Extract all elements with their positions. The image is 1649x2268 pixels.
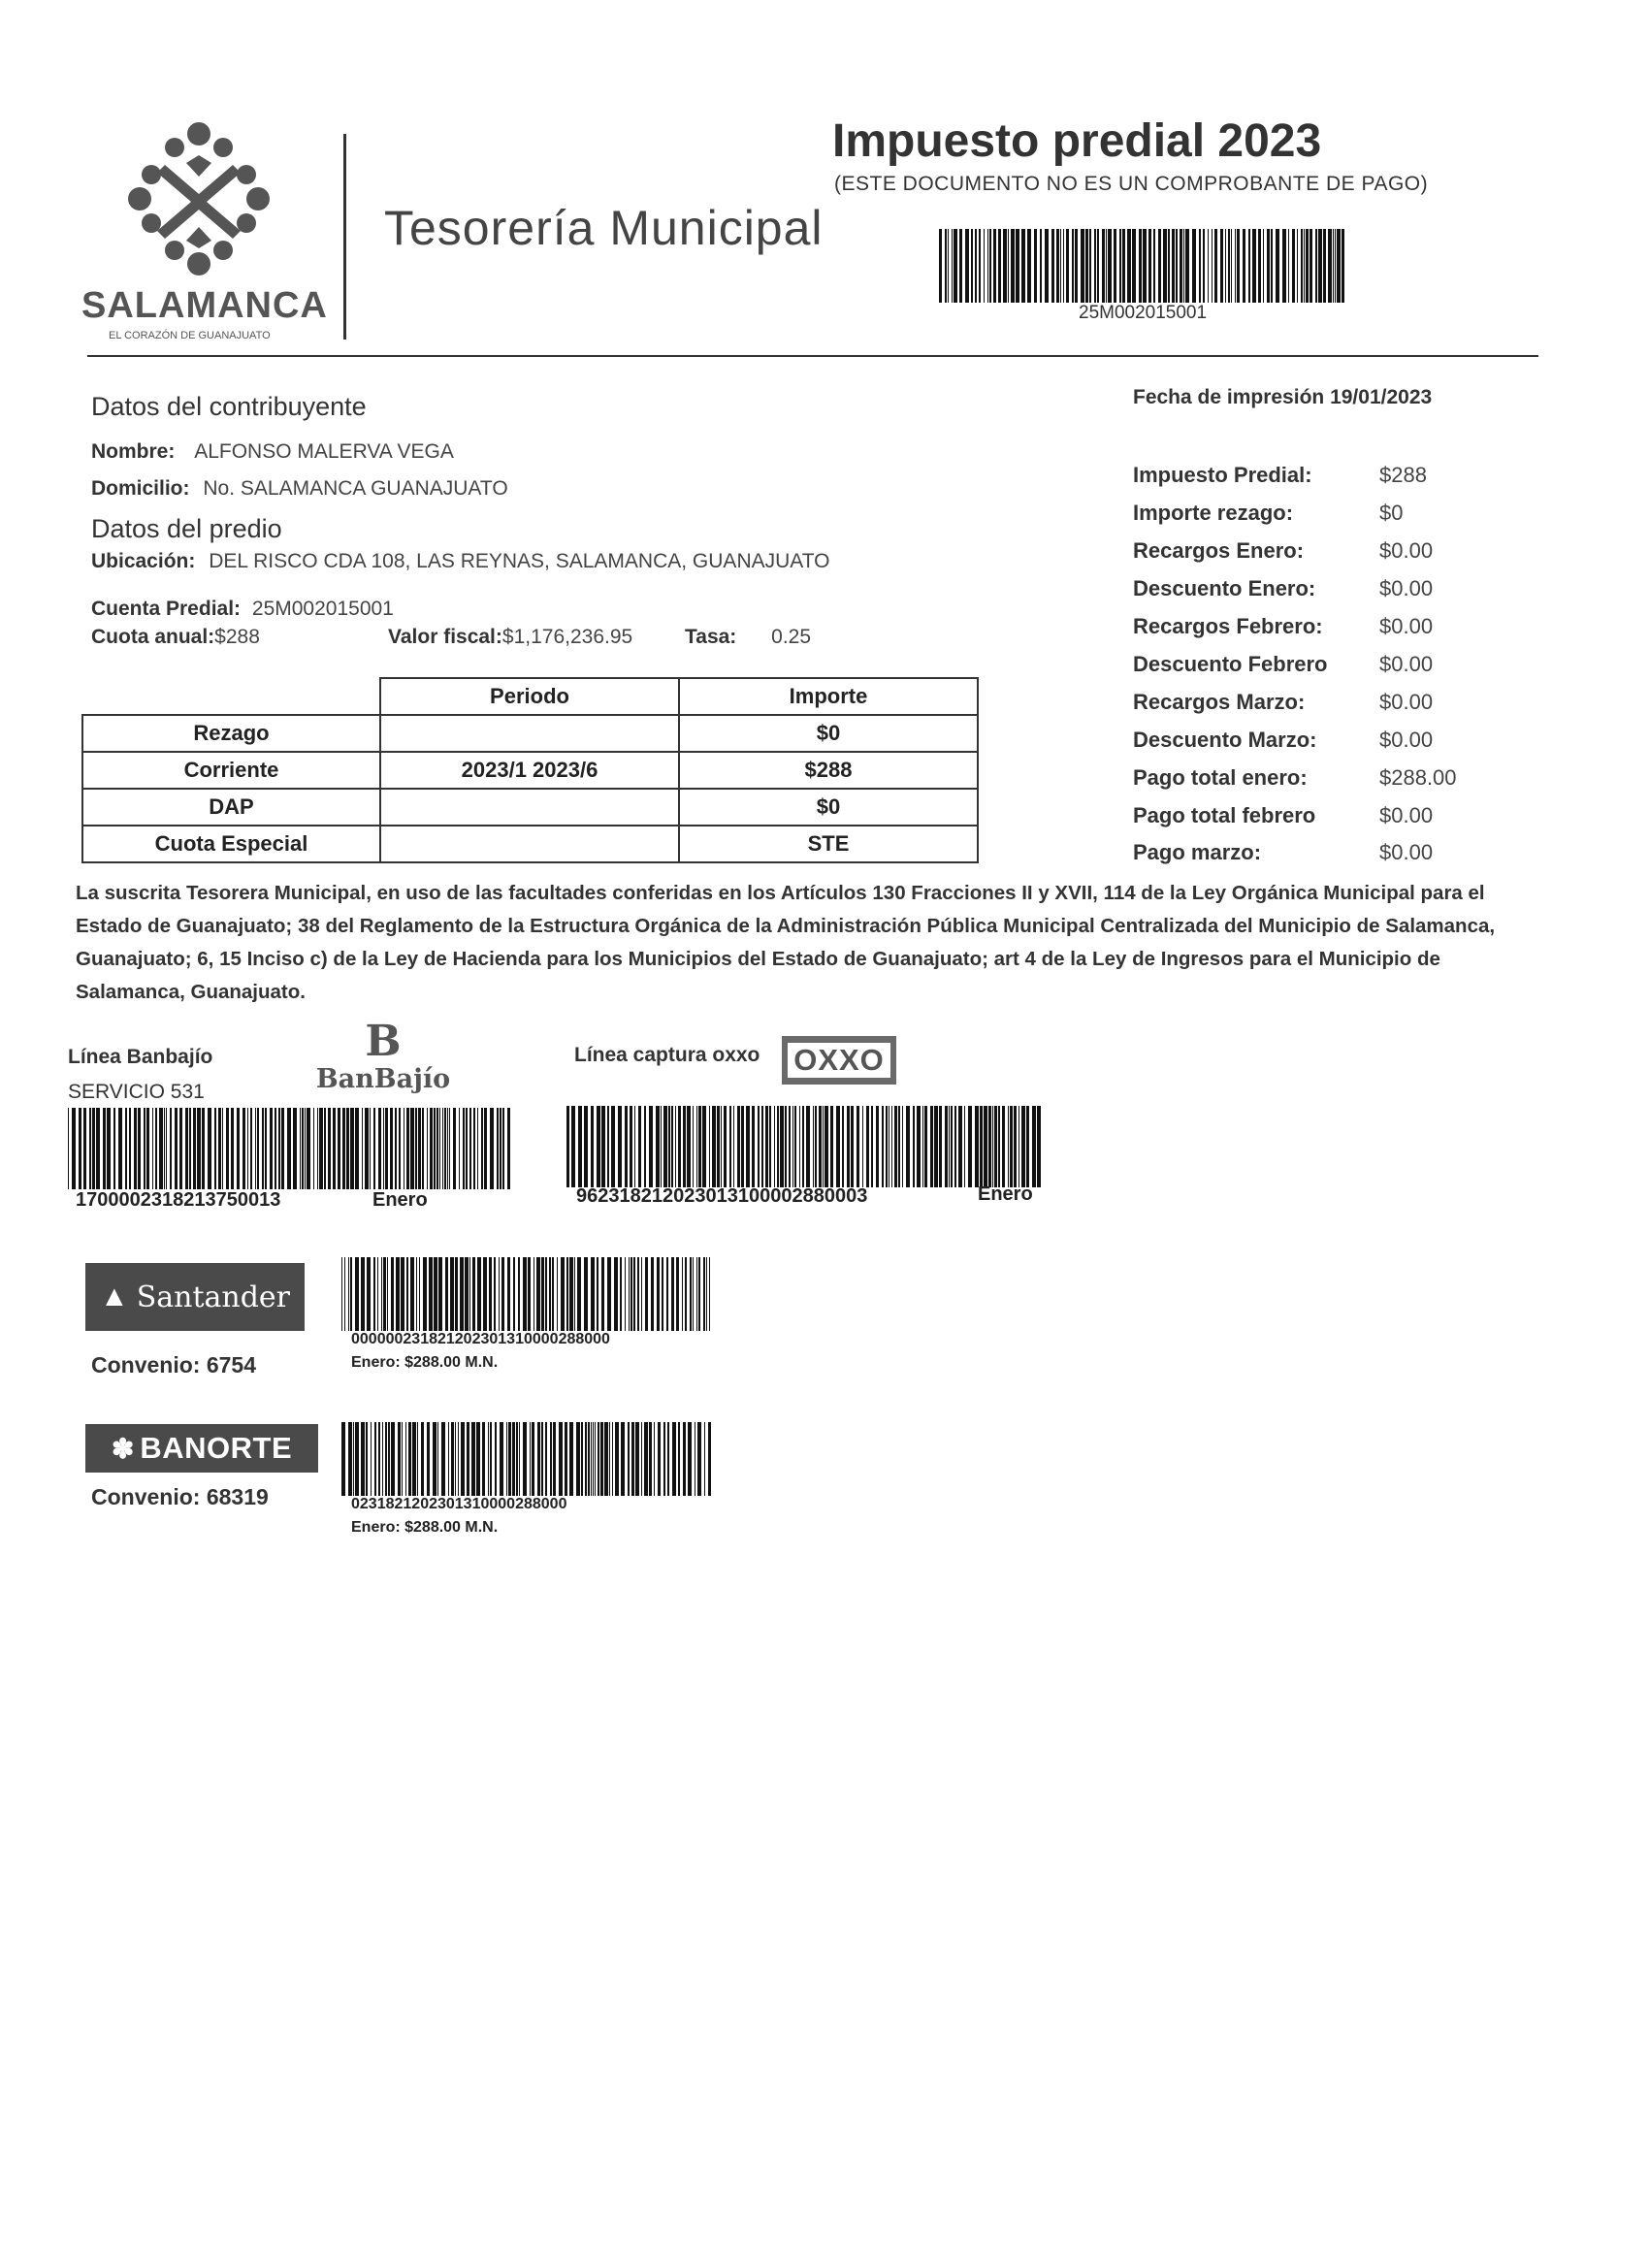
taxpayer-address-row xyxy=(91,477,508,501)
header-divider xyxy=(343,134,346,340)
banbajio-logo-text: BanBajío xyxy=(315,1064,451,1094)
summary-label: Pago total febrero xyxy=(1133,803,1316,827)
summary-label: Pago marzo: xyxy=(1133,840,1262,864)
taxpayer-name-row xyxy=(91,440,454,464)
property-annual-row xyxy=(91,626,260,649)
print-date-label: Fecha de impresión xyxy=(1133,386,1325,408)
summary-value: $288.00 xyxy=(1379,765,1457,790)
print-date-value: 19/01/2023 xyxy=(1330,386,1433,408)
row-amount: $288 xyxy=(679,752,978,789)
row-period xyxy=(380,715,679,752)
banorte-agreement: Convenio: 68319 xyxy=(91,1484,269,1509)
fiscal-value: $1,176,236.95 xyxy=(501,626,633,648)
table-row xyxy=(82,715,978,752)
summary-label: Descuento Enero: xyxy=(1133,576,1316,600)
santander-logo-text: Santander xyxy=(136,1280,291,1314)
property-section-title: Datos del predio xyxy=(91,514,282,543)
row-amount: STE xyxy=(679,826,978,862)
period-table xyxy=(81,677,979,863)
santander-flame-icon: ▲ xyxy=(99,1280,129,1312)
summary-label: Recargos Febrero: xyxy=(1133,614,1323,638)
oxxo-logo xyxy=(782,1036,896,1085)
summary-value: $0.00 xyxy=(1379,840,1434,864)
row-concept: Rezago xyxy=(82,715,380,752)
banbajio-month: Enero xyxy=(372,1189,428,1211)
summary-label: Impuesto Predial: xyxy=(1133,463,1312,487)
property-fiscal-row xyxy=(388,626,632,649)
department-title: Tesorería Municipal xyxy=(384,201,824,255)
santander-logo xyxy=(85,1263,305,1331)
santander-barcode xyxy=(341,1257,716,1331)
annual-label: Cuota anual: xyxy=(91,626,215,648)
header-barcode xyxy=(939,229,1346,303)
table-row xyxy=(82,826,978,862)
banbajio-mark-icon: B xyxy=(365,1017,402,1066)
salamanca-logo xyxy=(116,116,281,281)
table-row xyxy=(82,789,978,826)
oxxo-barcode-text: 962318212023013100002880003 xyxy=(576,1185,868,1207)
oxxo-line-label: Línea captura oxxo xyxy=(574,1044,760,1066)
row-amount: $0 xyxy=(679,789,978,826)
summary-value: $0.00 xyxy=(1379,803,1434,827)
property-account-row xyxy=(91,598,394,621)
summary-label: Descuento Febrero xyxy=(1133,652,1328,676)
property-rate-row xyxy=(685,626,811,649)
summary-value: $0.00 xyxy=(1379,614,1434,638)
legal-text: La suscrita Tesorera Municipal, en uso de las facultades conferidas en los Artículos 130 Fracciones II y XVII, 114 de la Ley Orgánica Municipal para el Estado de Guanajuato; 38 del Reglamento de la Estructura Orgánica de la Administración Pública Municipal Centralizada del Municipio de Salamanca, Guanajuato; 6, 15 Inciso c) de la Ley de Hacienda para los Municipios del Estado de Guanajuato; art 4 de la Ley de Ingresos para el Municipio de Salamanca, Guanajuato. xyxy=(76,882,1496,1003)
salamanca-emblem-icon xyxy=(116,116,281,281)
santander-agreement: Convenio: 6754 xyxy=(91,1352,256,1377)
summary-label: Descuento Marzo: xyxy=(1133,728,1317,752)
oxxo-barcode xyxy=(566,1106,1044,1187)
summary-value: $0.00 xyxy=(1379,538,1434,563)
banbajio-barcode-text: 1700002318213750013 xyxy=(76,1189,281,1211)
header-empty-cell xyxy=(82,678,380,715)
banorte-logo-text: BANORTE xyxy=(140,1431,293,1465)
banorte-mark-icon: ✽ xyxy=(111,1433,135,1464)
header-period: Periodo xyxy=(380,678,679,715)
banorte-barcode-text: 0231821202301310000288000 xyxy=(351,1496,567,1512)
account-label: Cuenta Predial: xyxy=(91,598,242,620)
banorte-logo xyxy=(85,1424,318,1473)
period-table-header xyxy=(82,678,978,715)
summary-value: $0.00 xyxy=(1379,728,1434,752)
row-concept: DAP xyxy=(82,789,380,826)
summary-value: $0 xyxy=(1379,501,1404,525)
document-notice: (ESTE DOCUMENTO NO ES UN COMPROBANTE DE PAGO) xyxy=(834,173,1429,195)
banbajio-barcode xyxy=(68,1108,514,1189)
fiscal-label: Valor fiscal: xyxy=(388,626,502,648)
summary-label: Recargos Enero: xyxy=(1133,538,1305,563)
summary-value: $0.00 xyxy=(1379,652,1434,676)
banbajio-service-label: SERVICIO 531 xyxy=(68,1081,205,1103)
rate-label: Tasa: xyxy=(685,626,737,648)
banbajio-logo xyxy=(310,1017,456,1102)
annual-value: $288 xyxy=(214,626,260,648)
row-concept: Cuota Especial xyxy=(82,826,380,862)
summary-label: Pago total enero: xyxy=(1133,765,1308,790)
rate-value: 0.25 xyxy=(771,626,812,648)
city-tagline: EL CORAZÓN DE GUANAJUATO xyxy=(109,330,271,341)
city-name: SALAMANCA xyxy=(81,285,328,326)
row-amount: $0 xyxy=(679,715,978,752)
print-date xyxy=(1133,386,1432,409)
oxxo-logo-text: OXXO xyxy=(788,1043,890,1078)
taxpayer-section-title: Datos del contribuyente xyxy=(91,392,367,421)
row-period xyxy=(380,789,679,826)
property-location-row xyxy=(91,550,830,573)
header-barcode-text: 25M002015001 xyxy=(1079,303,1208,323)
banorte-barcode xyxy=(341,1422,716,1496)
document-title: Impuesto predial 2023 xyxy=(832,115,1322,167)
header-rule xyxy=(87,355,1538,357)
summary-value: $0.00 xyxy=(1379,576,1434,600)
summary-label: Importe rezago: xyxy=(1133,501,1294,525)
banbajio-line-label: Línea Banbajío xyxy=(68,1046,213,1068)
banorte-amount: Enero: $288.00 M.N. xyxy=(351,1519,499,1536)
account-value: 25M002015001 xyxy=(251,598,394,620)
name-value: ALFONSO MALERVA VEGA xyxy=(194,440,454,463)
address-label: Domicilio: xyxy=(91,477,190,500)
summary-label: Recargos Marzo: xyxy=(1133,690,1306,714)
row-concept: Corriente xyxy=(82,752,380,789)
summary-value: $0.00 xyxy=(1379,690,1434,714)
table-row xyxy=(82,752,978,789)
santander-barcode-text: 000000231821202301310000288000 xyxy=(351,1331,610,1347)
address-value: No. SALAMANCA GUANAJUATO xyxy=(203,477,508,500)
row-period: 2023/1 2023/6 xyxy=(380,752,679,789)
header-amount: Importe xyxy=(679,678,978,715)
oxxo-month: Enero xyxy=(978,1183,1033,1205)
santander-amount: Enero: $288.00 M.N. xyxy=(351,1354,499,1371)
location-label: Ubicación: xyxy=(91,550,196,572)
summary-value: $288 xyxy=(1379,463,1427,487)
row-period xyxy=(380,826,679,862)
name-label: Nombre: xyxy=(91,440,176,463)
location-value: DEL RISCO CDA 108, LAS REYNAS, SALAMANCA, GUANAJUATO xyxy=(209,550,830,572)
